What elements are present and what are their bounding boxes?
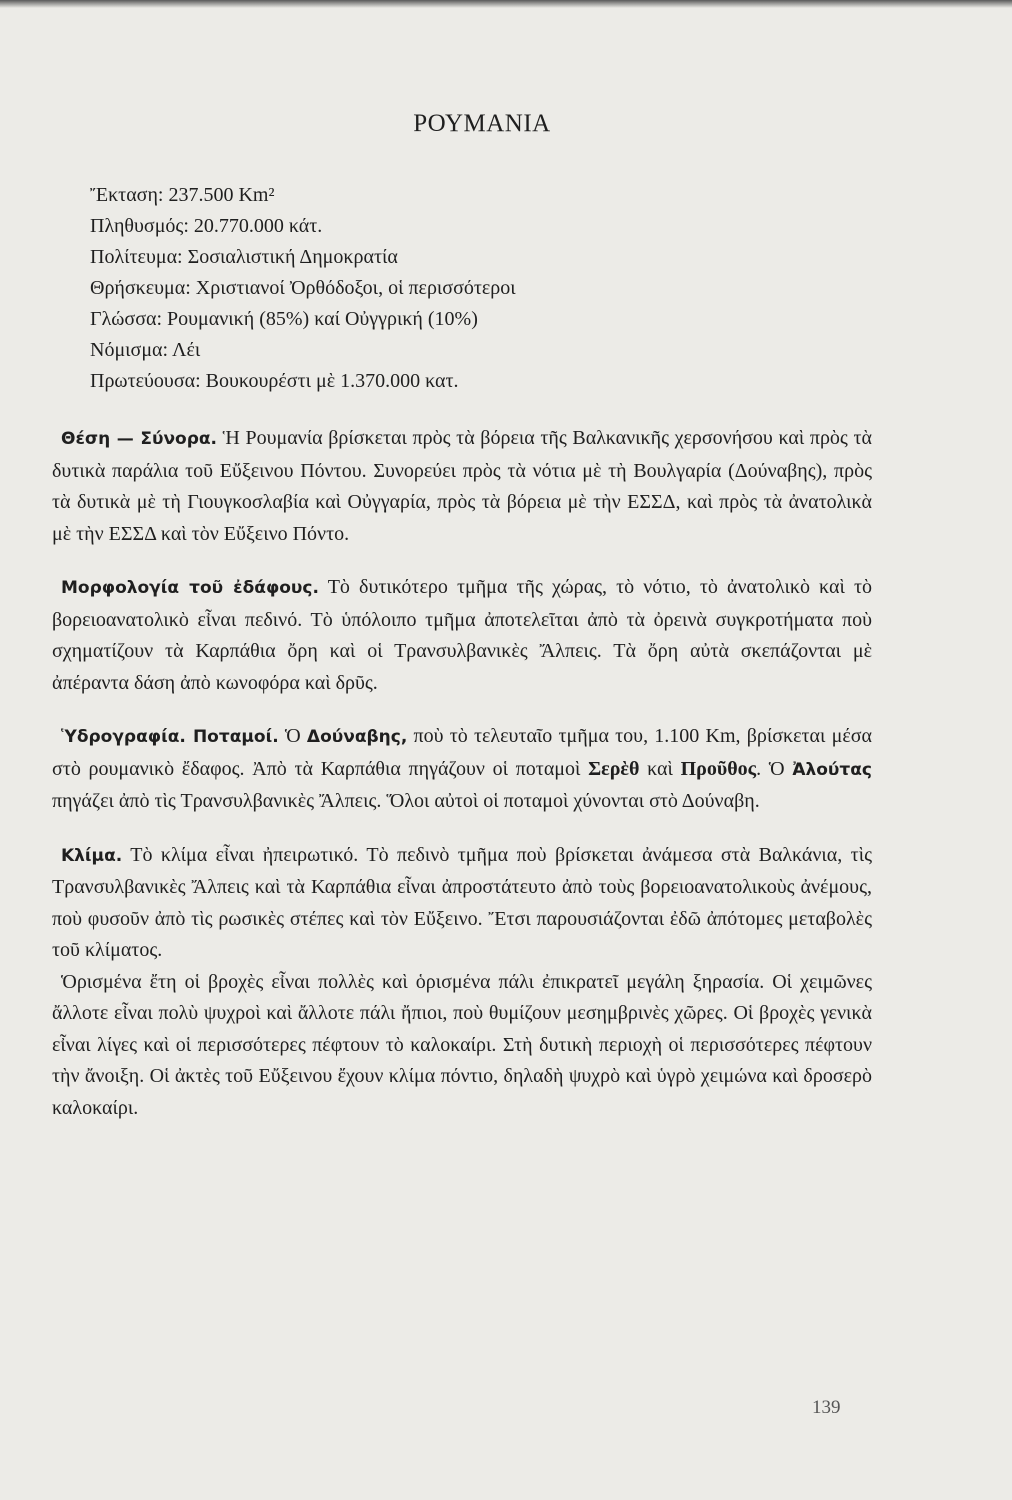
section-borders-text: Ἡ Ρουμανία βρίσκεται πρὸς τὰ βόρεια τῆς Βαλκανικῆς χερσονήσου καὶ πρὸς τὰ δυτικὰ παράλια τοῦ Εὔξεινου Πόντου. Συνορεύει πρὸς τὰ νότια μὲ τὴ Βουλγαρία (Δούναβης), πρὸς τὰ δυτικὰ μὲ τὴ Γιουγκοσλαβία καὶ Οὐγγαρία, πρὸς τὰ βόρεια μὲ τὴν ΕΣΣΔ, καὶ πρὸς τὰ ἀνατολικὰ μὲ τὴν ΕΣΣΔ καὶ τὸν Εὔξεινο Πόντο.: [52, 427, 872, 545]
fact-currency: Νόμισμα: Λέι: [90, 339, 201, 361]
fact-population: Πληθυσμός: 20.770.000 κάτ.: [90, 215, 323, 237]
fact-language: Γλώσσα: Ρουμανική (85%) καί Οὐγγρική (10%): [90, 308, 478, 330]
section-climate: [52, 840, 872, 967]
river-olt: Ἀλούτας: [792, 759, 873, 780]
section-climate-heading: Κλίμα.: [61, 845, 123, 866]
country-facts: [90, 180, 872, 397]
section-morphology-heading: Μορφολογία τοῦ ἐδάφους.: [61, 578, 319, 598]
fact-capital: Πρωτεύουσα: Βουκουρέστι μὲ 1.370.000 κατ.: [90, 370, 459, 392]
hydrography-text-5: πηγάζει ἀπὸ τὶς Τρανσυλβανικὲς Ἄλπεις. Ὅλοι αὐτοὶ οἱ ποταμοὶ χύνονται στὸ Δούναβη.: [52, 790, 760, 812]
page-title: ΡΟΥΜΑΝΙΑ: [413, 110, 551, 137]
fact-government: Πολίτευμα: Σοσιαλιστική Δημοκρατία: [90, 246, 398, 268]
section-climate-continued: Ὁρισμένα ἔτη οἱ βροχὲς εἶναι πολλὲς καὶ ὁρισμένα πάλι ἐπικρατεῖ μεγάλη ξηρασία. Οἱ χειμῶνες ἄλλοτε εἶναι πολὺ ψυχροὶ καὶ ἄλλοτε πάλι ἤπιοι, ποὺ θυμίζουν μεσημβρινὲς χῶρες. Οἱ βροχὲς γενικὰ εἶναι λίγες καὶ οἱ περισσότερες πέφτουν τὸ καλοκαίρι. Στὴ δυτικὴ περιοχὴ οἱ περισσότερες πέφτουν τὴν ἄνοιξη. Οἱ ἀκτὲς τοῦ Εὔξεινου ἔχουν κλίμα πόντιο, δηλαδὴ ψυχρὸ καὶ ὑγρὸ χειμώνα καὶ δροσερὸ καλοκαίρι.: [52, 970, 872, 1119]
section-hydrography-heading: Ὑδρογραφία. Ποταμοί.: [61, 727, 279, 747]
section-morphology-text: Τὸ δυτικότερο τμῆμα τῆς χώρας, τὸ νότιο, τὸ ἀνατολικὸ καὶ τὸ βορειοανατολικὸ εἶναι πεδινό. Τὸ ὑπόλοιπο τμῆμα ἀποτελεῖται ἀπὸ τὰ ὀρεινὰ συγκροτήματα ποὺ σχηματίζουν τὰ Καρπάθια ὄρη καὶ οἱ Τρανσυλβανικὲς Ἄλπεις. Τὰ ὄρη αὐτὰ σκεπάζονται μὲ ἀπέραντα δάση ἀπὸ κωνοφόρα καὶ δρῦς.: [52, 576, 872, 694]
hydrography-text-3: καὶ: [639, 757, 681, 780]
hydrography-text-1: Ὁ: [278, 725, 307, 747]
fact-religion: Θρήσκευμα: Χριστιανοί Ὀρθόδοξοι, οἱ περισσότεροι: [90, 277, 516, 299]
river-siret: Σερὲθ: [588, 757, 640, 780]
fact-area: Ἔκταση: 237.500 Km²: [90, 184, 275, 206]
book-page: [52, 110, 872, 1124]
section-hydrography: [52, 721, 872, 818]
page-number: 139: [812, 1397, 841, 1418]
hydrography-text-2: ποὺ τὸ τελευταῖο τμῆμα του, 1.100 Km, βρίσκεται μέσα στὸ ρουμανικὸ ἔδαφος. Ἀπὸ τὰ Καρπάθια πηγάζουν οἱ ποταμοὶ: [52, 725, 872, 780]
river-prut: Προῦθος: [680, 757, 757, 780]
scan-edge-shadow: [0, 0, 1012, 8]
hydrography-text-4: . Ὁ: [756, 757, 793, 780]
river-danube: Δούναβης,: [306, 727, 408, 747]
section-borders-heading: Θέση — Σύνορα.: [61, 429, 218, 449]
section-borders: [52, 423, 872, 550]
section-climate-text: Τὸ κλίμα εἶναι ἠπειρωτικό. Τὸ πεδινὸ τμῆμα ποὺ βρίσκεται ἀνάμεσα στὰ Βαλκάνια, τὶς Τρανσυλβανικὲς Ἄλπεις καὶ τὰ Καρπάθια εἶναι ἀπροστάτευτο ἀπὸ τοὺς βορειοανατολικοὺς ἀνέμους, ποὺ φυσοῦν ἀπὸ τὶς ρωσικὲς στέπες καὶ τὸν Εὔξεινο. Ἔτσι παρουσιάζονται ἐδῶ ἀπότομες μεταβολὲς τοῦ κλίματος.: [52, 843, 872, 961]
section-morphology: [52, 572, 872, 699]
